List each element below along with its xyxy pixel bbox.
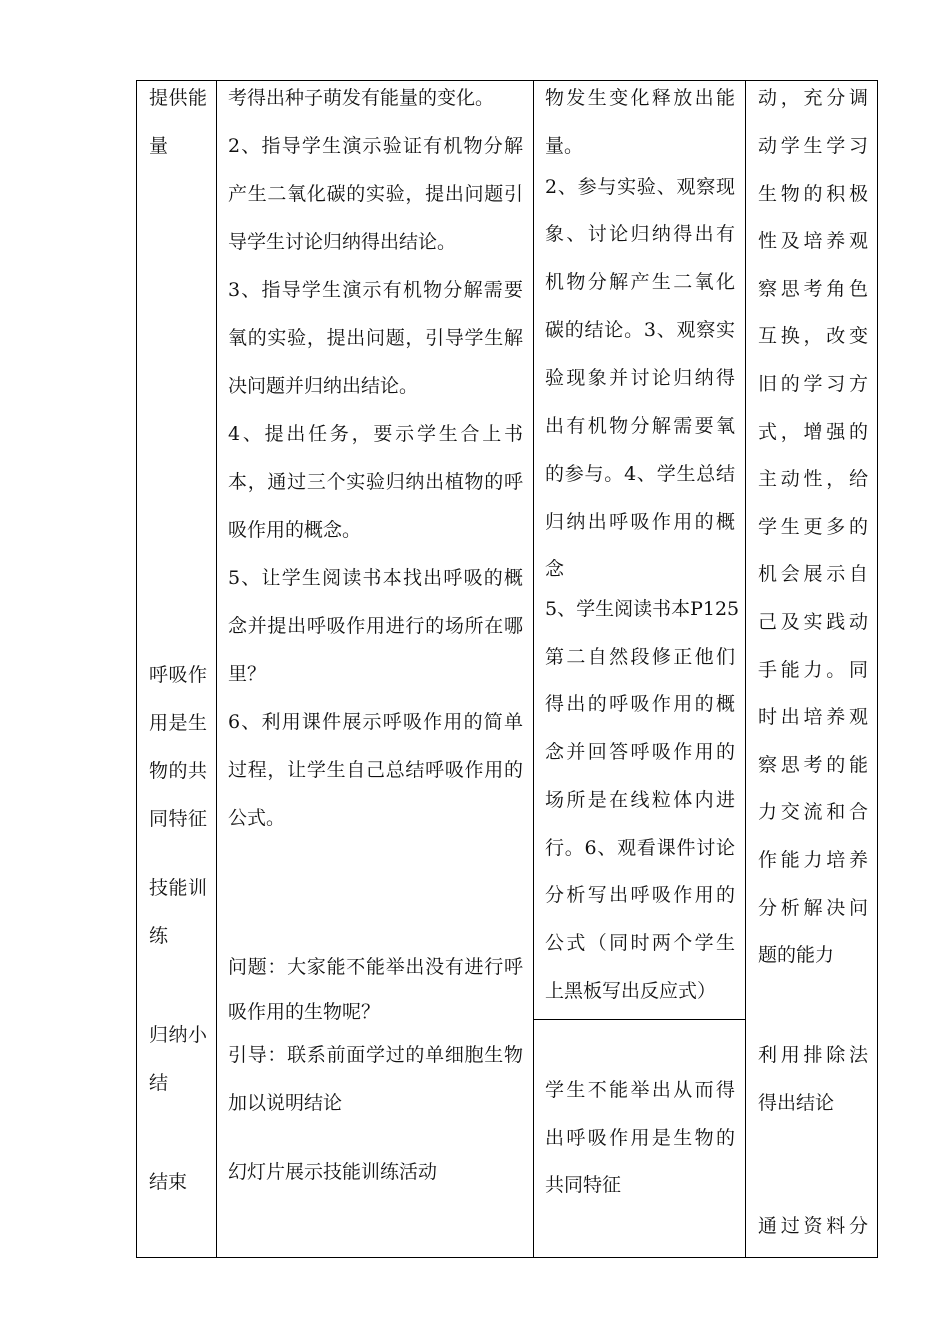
intent-text-line: 时出培养观 <box>758 706 868 728</box>
intent-text-line: 学生更多的 <box>758 516 868 538</box>
teacher-text-line: 2、指导学生演示验证有机物分解 <box>228 135 523 157</box>
student-text-line: 2、参与实验、观察现 <box>545 176 735 198</box>
student-text-line: 场所是在线粒体内进 <box>545 789 735 811</box>
teacher-text-line: 产生二氧化碳的实验，提出问题引 <box>228 183 523 205</box>
student-text-line: 第二自然段修正他们 <box>545 646 735 668</box>
teacher-text-line: 考得出种子萌发有能量的变化。 <box>228 87 495 109</box>
student-text-line: 学生不能举出从而得 <box>545 1079 735 1101</box>
teacher-text-line: 过程，让学生自己总结呼吸作用的 <box>228 759 523 781</box>
teacher-text-line: 里？ <box>228 663 267 685</box>
student-text-line: 出呼吸作用是生物的 <box>545 1127 735 1149</box>
intent-text-line: 得出结论 <box>758 1092 835 1114</box>
cell-divider <box>533 1019 745 1020</box>
student-text-line: 上黑板写出反应式） <box>545 980 717 1002</box>
teacher-text-line: 6、利用课件展示呼吸作用的简单 <box>228 711 523 733</box>
teacher-text-line: 吸作用的概念。 <box>228 519 362 541</box>
student-text-line: 共同特征 <box>545 1174 622 1196</box>
student-text-line: 的参与。4、学生总结 <box>545 463 735 485</box>
teacher-text-line: 念并提出呼吸作用进行的场所在哪 <box>228 615 523 637</box>
teacher-text-line: 吸作用的生物呢？ <box>228 1001 381 1023</box>
column-divider <box>745 80 746 1258</box>
stage-text-line: 练 <box>149 925 169 947</box>
student-text-line: 机物分解产生二氧化 <box>545 271 735 293</box>
teacher-text-line: 问题：大家能不能举出没有进行呼 <box>228 956 523 978</box>
student-text-line: 得出的呼吸作用的概 <box>545 693 735 715</box>
teacher-text-line: 决问题并归纳出结论。 <box>228 375 419 397</box>
intent-text-line: 手能力。同 <box>758 659 868 681</box>
stage-text-line: 用是生 <box>149 712 207 734</box>
stage-text-line: 结 <box>149 1072 169 1094</box>
student-text-line: 念并回答呼吸作用的 <box>545 741 735 763</box>
teacher-text-line: 5、让学生阅读书本找出呼吸的概 <box>228 567 523 589</box>
intent-text-line: 题的能力 <box>758 944 835 966</box>
stage-text-line: 提供能 <box>149 87 207 109</box>
stage-text-line: 呼吸作 <box>149 664 207 686</box>
intent-text-line: 己及实践动 <box>758 611 868 633</box>
student-text-line: 物发生变化释放出能 <box>545 87 735 109</box>
stage-text-line: 技能训 <box>149 877 207 899</box>
stage-text-line: 物的共 <box>149 760 207 782</box>
teacher-text-line: 氧的实验，提出问题，引导学生解 <box>228 327 523 349</box>
stage-text-line: 量 <box>149 135 169 157</box>
stage-text-line: 同特征 <box>149 808 207 830</box>
intent-text-line: 主动性，给 <box>758 468 868 490</box>
intent-text-line: 察思考角色 <box>758 278 868 300</box>
intent-text-line: 性及培养观 <box>758 230 868 252</box>
student-text-line: 5、学生阅读书本P125 <box>545 598 740 620</box>
student-text-line: 验现象并讨论归纳得 <box>545 367 735 389</box>
student-text-line: 行。6、观看课件讨论 <box>545 837 735 859</box>
teacher-text-line: 公式。 <box>228 807 286 829</box>
intent-text-line: 分析解决问 <box>758 897 868 919</box>
teacher-text-line: 本，通过三个实验归纳出植物的呼 <box>228 471 523 493</box>
student-text-line: 量。 <box>545 135 584 157</box>
stage-text-line: 归纳小 <box>149 1024 207 1046</box>
intent-text-line: 察思考的能 <box>758 754 868 776</box>
intent-text-line: 通过资料分 <box>758 1215 868 1237</box>
student-text-line: 公式（同时两个学生 <box>545 932 735 954</box>
intent-text-line: 动学生学习 <box>758 135 868 157</box>
student-text-line: 碳的结论。3、观察实 <box>545 319 735 341</box>
column-divider <box>216 80 217 1258</box>
teacher-text-line: 加以说明结论 <box>228 1092 343 1114</box>
column-divider <box>533 80 534 1258</box>
teacher-text-line: 3、指导学生演示有机物分解需要 <box>228 279 523 301</box>
teacher-text-line: 导学生讨论归纳得出结论。 <box>228 231 457 253</box>
student-text-line: 出有机物分解需要氧 <box>545 415 735 437</box>
intent-text-line: 利用排除法 <box>758 1044 868 1066</box>
intent-text-line: 互换，改变 <box>758 325 868 347</box>
student-text-line: 象、讨论归纳得出有 <box>545 223 735 245</box>
intent-text-line: 旧的学习方 <box>758 373 868 395</box>
intent-text-line: 式，增强的 <box>758 421 868 443</box>
student-text-line: 念 <box>545 558 565 580</box>
student-text-line: 分析写出呼吸作用的 <box>545 884 735 906</box>
intent-text-line: 机会展示自 <box>758 563 868 585</box>
intent-text-line: 动，充分调 <box>758 87 868 109</box>
intent-text-line: 力交流和合 <box>758 801 868 823</box>
teacher-text-line: 4、提出任务，要示学生合上书 <box>228 423 523 445</box>
stage-text-line: 结束 <box>149 1171 188 1193</box>
teacher-text-line: 幻灯片展示技能训练活动 <box>228 1161 438 1183</box>
student-text-line: 归纳出呼吸作用的概 <box>545 511 735 533</box>
teacher-text-line: 引导：联系前面学过的单细胞生物 <box>228 1044 523 1066</box>
intent-text-line: 生物的积极 <box>758 183 868 205</box>
intent-text-line: 作能力培养 <box>758 849 868 871</box>
